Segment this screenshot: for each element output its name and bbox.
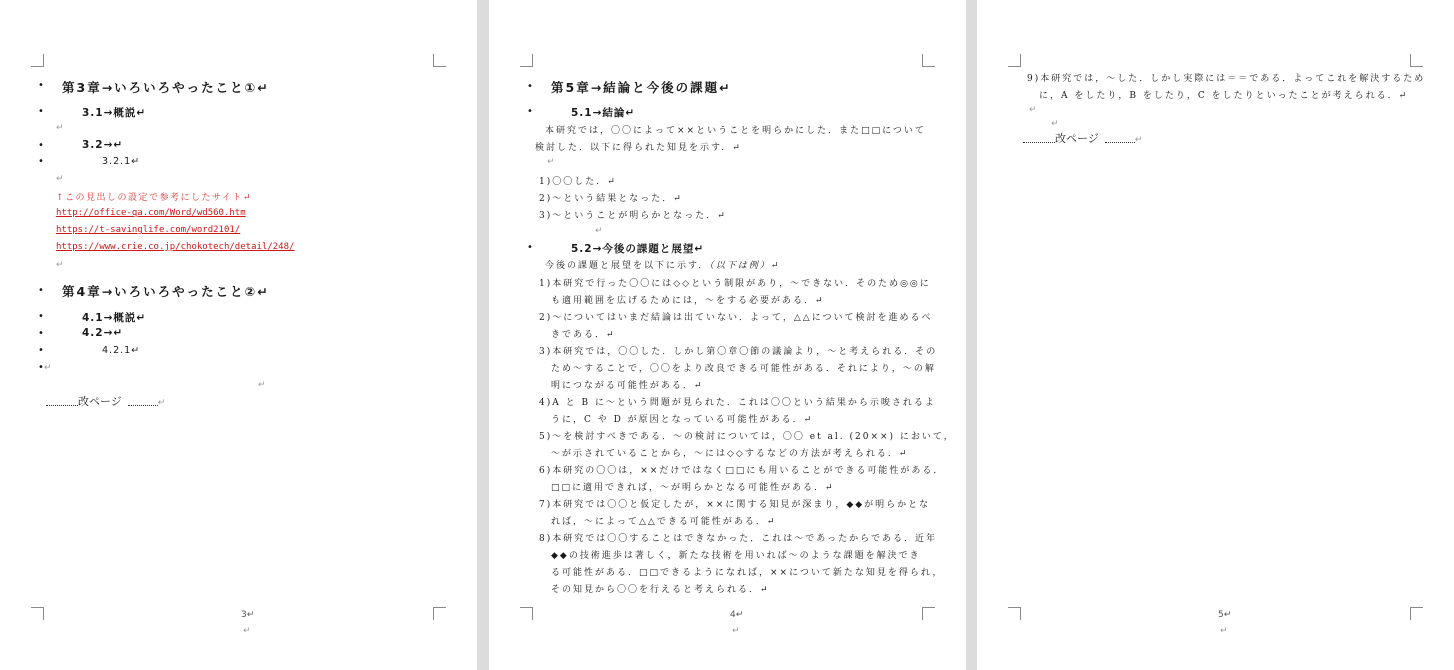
corner-mark: [1008, 607, 1021, 620]
heading-4-2[interactable]: 4.2→↵: [82, 327, 124, 339]
list-bullet: •: [38, 362, 44, 373]
list-bullet: •: [527, 106, 533, 117]
corner-mark: [1410, 607, 1423, 620]
example-note: （以下は例）↵: [709, 261, 781, 271]
corner-mark: [31, 607, 44, 620]
page-break-dots: [1023, 135, 1055, 143]
paragraph-mark: ↵: [1051, 119, 1059, 129]
corner-mark: [1410, 54, 1423, 67]
paragraph-mark: ↵: [732, 626, 740, 636]
future-item-line[interactable]: 9)本研究では，〜した．しかし実際には＝＝である．よってこれを解決するため: [1027, 74, 1426, 84]
future-item-line[interactable]: れば，〜によって△△できる可能性がある．↵: [551, 517, 777, 527]
future-item-line[interactable]: 3)本研究では，〇〇した．しかし第〇章〇節の議論より，〜と考えられる．その: [539, 347, 938, 357]
body-text-line[interactable]: [545, 258, 780, 271]
list-bullet: •: [38, 106, 44, 117]
page-break-marker: [46, 393, 165, 409]
page-break-dots: [46, 398, 78, 406]
list-bullet: •: [527, 81, 533, 92]
future-item-line[interactable]: 8)本研究では〇〇することはできなかった．これは〜であったからである．近年: [539, 534, 938, 544]
future-item-line[interactable]: きである．↵: [551, 330, 616, 340]
paragraph-mark: ↵: [56, 174, 64, 184]
corner-mark: [520, 54, 533, 67]
heading-4-1[interactable]: 4.1→概説↵: [82, 312, 147, 324]
page-break-label: 改ページ: [1055, 132, 1099, 145]
future-item-line[interactable]: に，A をしたり，B をしたり，C をしたりといったことが考えられる．↵: [1039, 91, 1409, 101]
future-item-line[interactable]: 2)〜についてはいまだ結論は出ていない．よって，△△について検討を進めるべ: [539, 313, 933, 323]
reference-link-1[interactable]: http://office-qa.com/Word/wd560.htm: [56, 208, 246, 218]
paragraph-mark: ↵: [157, 398, 166, 408]
heading-3-1[interactable]: 3.1→概説↵: [82, 107, 147, 119]
paragraph-mark: ↵: [258, 380, 266, 390]
corner-mark: [31, 54, 44, 67]
document-page-5[interactable]: [977, 0, 1454, 670]
corner-mark: [922, 607, 935, 620]
paragraph-mark: ↵: [44, 363, 52, 373]
body-text-line[interactable]: 検討した．以下に得られた知見を示す．↵: [535, 143, 742, 153]
list-bullet: •: [527, 242, 533, 253]
heading-3-2-1[interactable]: 3.2.1↵: [102, 156, 141, 167]
heading-5-1[interactable]: 5.1→結論↵: [571, 107, 636, 119]
future-item-line[interactable]: 1)本研究で行った〇〇には◇◇という制限があり，〜できない．そのため◎◎に: [539, 279, 931, 289]
heading-3-2[interactable]: 3.2→↵: [82, 139, 124, 151]
reference-note[interactable]: ↑この見出しの設定で参考にしたサイト↵: [56, 193, 252, 203]
future-item-line[interactable]: 明につながる可能性がある．↵: [551, 381, 704, 391]
paragraph-mark: ↵: [1134, 135, 1143, 145]
reference-link-3[interactable]: https://www.crie.co.jp/chokotech/detail/248/: [56, 242, 295, 252]
heading-chapter-4[interactable]: 第4章→いろいろやったこと②↵: [62, 284, 270, 299]
paragraph-mark: ↵: [56, 260, 64, 270]
corner-mark: [520, 607, 533, 620]
page-break-dots: [1105, 135, 1135, 143]
paragraph-mark: ↵: [595, 226, 603, 236]
paragraph-mark: ↵: [1029, 105, 1037, 115]
heading-5-2[interactable]: 5.2→今後の課題と展望↵: [571, 243, 705, 255]
document-page-4[interactable]: [489, 0, 966, 670]
list-bullet: •: [38, 80, 44, 91]
corner-mark: [1008, 54, 1021, 67]
page-number: 5↵: [1218, 610, 1232, 620]
list-bullet: •: [38, 345, 44, 356]
body-text: 今後の課題と展望を以下に示す．: [545, 261, 710, 271]
conclusion-item[interactable]: 1)〇〇した．↵: [539, 177, 617, 187]
future-item-line[interactable]: 6)本研究の〇〇は，××だけではなく□□にも用いることができる可能性がある．: [539, 466, 945, 476]
future-item-line[interactable]: □□に適用できれば，〜が明らかとなる可能性がある．↵: [551, 483, 835, 493]
reference-link-2[interactable]: https://t-savinglife.com/word2101/: [56, 225, 241, 235]
paragraph-mark: ↵: [243, 626, 251, 636]
paragraph-mark: ↵: [1220, 626, 1228, 636]
paragraph-mark: ↵: [56, 123, 64, 133]
corner-mark: [433, 54, 446, 67]
corner-mark: [922, 54, 935, 67]
page-break-marker: [1023, 130, 1142, 146]
future-item-line[interactable]: る可能性がある．□□できるようになれば，××について新たな知見を得られ，: [551, 568, 944, 578]
list-bullet: •: [38, 140, 44, 151]
future-item-line[interactable]: ため〜することで，〇〇をより改良できる可能性がある．それにより，〜の解: [551, 364, 936, 374]
heading-chapter-3[interactable]: 第3章→いろいろやったこと①↵: [62, 80, 270, 95]
future-item-line[interactable]: その知見から〇〇を行えると考えられる．↵: [551, 585, 770, 595]
page-break-label: 改ページ: [78, 395, 122, 408]
document-page-3[interactable]: [0, 0, 477, 670]
conclusion-item[interactable]: 3)〜ということが明らかとなった．↵: [539, 211, 727, 221]
future-item-line[interactable]: ◆◆の技術進歩は著しく，新たな技術を用いれば〜のような課題を解決でき: [551, 551, 921, 561]
future-item-line[interactable]: うに，C や D が原因となっている可能性がある．↵: [551, 415, 814, 425]
heading-4-2-1[interactable]: 4.2.1↵: [102, 345, 141, 356]
page-number: 3↵: [241, 610, 255, 620]
heading-chapter-5[interactable]: 第5章→結論と今後の課題↵: [551, 80, 732, 95]
future-item-line[interactable]: 4)A と B に〜という問題が見られた．これは〇〇という結果から示唆されるよ: [539, 398, 936, 408]
list-bullet: •: [38, 311, 44, 322]
list-bullet: •: [38, 156, 44, 167]
page-break-dots: [128, 398, 158, 406]
corner-mark: [433, 607, 446, 620]
conclusion-item[interactable]: 2)〜という結果となった．↵: [539, 194, 683, 204]
list-bullet: •: [38, 328, 44, 339]
future-item-line[interactable]: 5)〜を検討すべきである．〜の検討については，〇〇 et al. (20××) において，: [539, 432, 955, 442]
future-item-line[interactable]: も適用範囲を広げるためには，〜をする必要がある．↵: [551, 296, 825, 306]
paragraph-mark: ↵: [547, 157, 555, 167]
body-text-line[interactable]: 本研究では，〇〇によって××ということを明らかにした．また□□について: [545, 126, 926, 136]
page-number: 4↵: [730, 610, 744, 620]
list-bullet: •: [38, 285, 44, 296]
future-item-line[interactable]: 7)本研究では〇〇と仮定したが，××に関する知見が深まり，◆◆が明らかとな: [539, 500, 931, 510]
future-item-line[interactable]: 〜が示されていることから，〜には◇◇するなどの方法が考えられる．↵: [551, 449, 909, 459]
